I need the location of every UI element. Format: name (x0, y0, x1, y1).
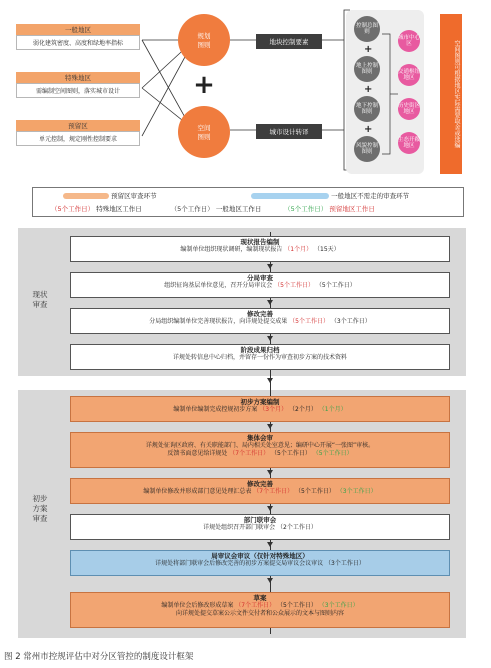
arrow-4 (267, 378, 273, 383)
layer-townscape: 风貌控制图则 (354, 136, 380, 162)
step-2-line (74, 282, 446, 290)
legend-grey-days: （5个工作日） (170, 205, 214, 213)
step-1-line (74, 246, 446, 254)
step-status-report (70, 236, 450, 262)
step-branch-review (70, 272, 450, 298)
step-8-line (74, 524, 446, 532)
step-6-line (74, 450, 446, 458)
pink-ecological-open: 生态开敞地区 (398, 132, 420, 154)
step-4-title: 阶段成果归档 (240, 346, 280, 354)
step-8-body: 详规处组织召开部门联审会 (203, 524, 276, 532)
step-1-tail: （15天） (314, 246, 340, 254)
layer-underground: 地下控制图则 (354, 96, 380, 122)
step-5-green: （1个月） (318, 406, 347, 414)
layer-plus-2: + (364, 84, 373, 95)
zone-general-title: 一般地区 (16, 24, 140, 35)
step-2-red: （5个工作日） (274, 282, 314, 290)
phase-prelim-l2: 方案 (32, 503, 48, 513)
step-3-body: 分局组织编制单位完善现状报告，向详规处提交成果 (149, 318, 288, 326)
circle-bottom-l2: 图则 (197, 133, 211, 141)
arrow-7 (267, 506, 273, 511)
plot-control-box: 地块控制要素 (256, 34, 322, 49)
step-3-line (74, 318, 446, 326)
legend-row-2 (51, 205, 375, 213)
pink-historic-district: 历史街区地区 (398, 98, 420, 120)
circle-top-l1: 规划 (197, 32, 211, 40)
circle-top-l2: 图则 (197, 41, 211, 49)
phase-prelim-l3: 审查 (32, 513, 48, 523)
step-2-title: 分局审查 (247, 274, 273, 282)
legend-red-days: （5个工作日） (51, 205, 95, 213)
circle-bottom-l1: 空间 (197, 124, 211, 132)
step-preliminary-plan (70, 396, 450, 422)
step-revise-2 (70, 478, 450, 504)
phase-status-l1: 现状 (32, 290, 48, 299)
spatial-plan-circle (178, 106, 230, 158)
step-7-line (74, 488, 446, 496)
phase-prelim-l1: 初步 (32, 494, 48, 503)
layer-plus-1: + (364, 44, 373, 55)
zone-reserve (16, 120, 140, 146)
step-3-grey: （3个工作日） (330, 318, 371, 326)
phase-status-l2: 审查 (32, 299, 48, 309)
arrow-2 (267, 300, 273, 305)
legend-row-1 (63, 192, 157, 200)
step-7-body: 编制单位修改并形成部门意见处理汇总表 (143, 488, 252, 496)
layer-plus-3: + (364, 124, 373, 135)
step-6-green: （5个工作日） (312, 450, 353, 458)
step-5-body: 编制单位编制完成控规初步方案 (173, 406, 258, 414)
zone-special-title: 特殊地区 (16, 72, 140, 83)
arrow-1 (267, 264, 273, 269)
planning-plan-circle (178, 14, 230, 66)
vertical-note-text: 空间图则可根据地区实际需要取舍或选编 (453, 40, 460, 148)
phase-label-preliminary (20, 494, 60, 523)
figure-caption: 图 2 常州市控规评估中对分区管控的制度设计框架 (4, 652, 194, 662)
legend-row-1b (251, 192, 409, 200)
step-8-title: 部门联审会 (243, 516, 277, 524)
legend-orange-swatch (63, 193, 109, 199)
step-10-body: 编制单位会后修改形成草案 (161, 602, 234, 610)
step-9-body: 详规处将部门联审会后修改完善的初步方案提交局审议会议审议 (155, 560, 324, 568)
step-2-grey: （5个工作日） (315, 282, 356, 290)
arrow-9 (267, 578, 273, 583)
legend-special-label: 特殊地区工作日 (96, 205, 142, 213)
step-2-body: 组织征询基层单位意见，召开分局审议会 (164, 282, 273, 290)
step-5-title: 初步方案编制 (240, 398, 280, 406)
step-9-title: 局审议会审议（仅针对特殊地区） (211, 552, 309, 560)
step-10-body2: 向详规处提交草案公示文件交付者和公众展示的文本与图则内容 (175, 610, 344, 618)
step-6-title: 集体会审 (247, 434, 273, 442)
step-7-red: （7个工作日） (253, 488, 294, 496)
zone-special-desc: 需编制空间图则，落实城市设计 (16, 83, 140, 98)
step-6-body: 详规处征询区政府、有关职能部门、局内相关处室意见；编研中心开展“一张图”审核。 (145, 442, 375, 450)
step-10-red: （7个工作日） (235, 602, 276, 610)
legend-general-label: 一般地区不需走的审查环节 (331, 192, 410, 200)
pink-city-center: 城市中心区 (398, 30, 420, 52)
step-collective-review (70, 432, 450, 468)
arrow-8 (267, 542, 273, 547)
plus-sign: + (193, 70, 215, 100)
step-1-body: 编制单位组织现状调研，编制现状报告 (180, 246, 283, 254)
step-department-review (70, 514, 450, 540)
legend-reserve-day-label: 预留地区工作日 (329, 205, 375, 213)
legend-reserve-label: 预留区审查环节 (111, 192, 157, 200)
zone-reserve-title: 预留区 (16, 120, 140, 131)
layer-above-ground: 地上控制图则 (354, 56, 380, 82)
legend (32, 187, 464, 217)
step-9-grey: （3个工作日） (325, 560, 365, 568)
zone-general (16, 24, 140, 50)
arrow-5 (267, 424, 273, 429)
arrow-6 (267, 470, 273, 475)
step-10-title: 草案 (253, 594, 267, 602)
step-7-title: 修改完善 (247, 480, 273, 488)
legend-blue-swatch (251, 193, 329, 199)
step-4-body: 详规处转信息中心归档，并留存一份作为审查初步方案的技术资料 (172, 354, 347, 362)
step-10-grey: （5个工作日） (277, 602, 317, 610)
step-7-green: （3个工作日） (336, 488, 377, 496)
step-1-grey: （1个月） (284, 246, 313, 254)
legend-green-days: （5个工作日） (284, 205, 328, 213)
step-bureau-review (70, 550, 450, 576)
step-9-line (74, 560, 446, 568)
step-1-title: 现状报告编制 (240, 238, 280, 246)
arrow-3 (267, 336, 273, 341)
step-6-grey: （5个工作日） (271, 450, 311, 458)
layer-general-plan: 控制总图则 (354, 16, 380, 42)
step-3-red: （5个工作日） (289, 318, 329, 326)
zone-general-desc: 弱化建筑密度、高度和绿地率指标 (16, 35, 140, 50)
step-draft (70, 592, 450, 628)
step-6-red: （7个工作日） (229, 450, 270, 458)
step-8-grey: （2个工作日） (277, 524, 317, 532)
pink-transit-hub: 交通枢纽地区 (398, 64, 420, 86)
vertical-note (440, 14, 462, 174)
zone-special (16, 72, 140, 98)
step-5-red: （3个月） (259, 406, 288, 414)
step-archive (70, 344, 450, 370)
urban-design-box: 城市设计转译 (256, 124, 322, 139)
pink-bracket (380, 14, 400, 174)
step-5-grey: （2个月） (289, 406, 317, 414)
step-7-grey: （5个工作日） (295, 488, 335, 496)
phase-label-status (20, 290, 60, 310)
step-3-title: 修改完善 (247, 310, 273, 318)
step-6-body2: 反馈书面意见给详规处 (167, 450, 228, 458)
step-10-green: （3个工作日） (318, 602, 359, 610)
step-5-line (74, 406, 446, 414)
legend-general-day-label: 一般地区工作日 (215, 205, 262, 213)
step-revise-1 (70, 308, 450, 334)
zone-reserve-desc: 单元控制，规定刚性控制要求 (16, 131, 140, 146)
